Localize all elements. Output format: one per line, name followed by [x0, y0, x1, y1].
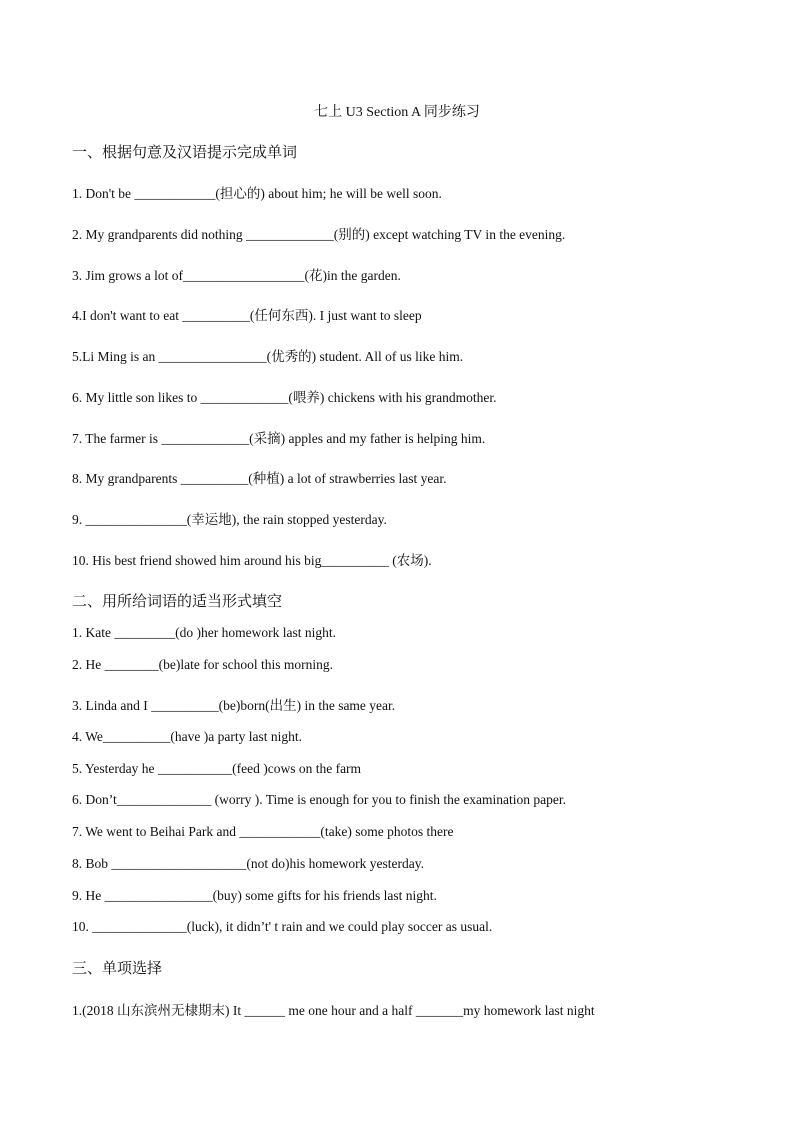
- section-1-item-1: 1. Don't be ____________(担心的) about him; he will be well soon.: [72, 186, 442, 201]
- section-1-item-4: 4.I don't want to eat __________(任何东西). I just want to sleep: [72, 308, 422, 323]
- section-2-item-6: 6. Don’t______________ (worry ). Time is enough for you to finish the examination paper.: [72, 792, 566, 807]
- section-1-item-3: 3. Jim grows a lot of__________________(花)in the garden.: [72, 268, 401, 283]
- section-2-item-3: 3. Linda and I __________(be)born(出生) in the same year.: [72, 698, 396, 713]
- section-2-item-2: 2. He ________(be)late for school this morning.: [72, 657, 333, 672]
- section-1-heading: 一、根据句意及汉语提示完成单词: [72, 143, 298, 161]
- section-2-item-7: 7. We went to Beihai Park and ____________(take) some photos there: [72, 824, 454, 839]
- worksheet-title: 七上 U3 Section A 同步练习: [314, 105, 480, 120]
- section-2-item-10: 10. ______________(luck), it didn’t' t rain and we could play soccer as usual.: [72, 919, 493, 934]
- section-2-item-9: 9. He ________________(buy) some gifts for his friends last night.: [72, 888, 437, 903]
- section-3-heading: 三、单项选择: [72, 959, 163, 977]
- section-2-item-8: 8. Bob ____________________(not do)his homework yesterday.: [72, 856, 424, 871]
- section-1-item-10: 10. His best friend showed him around his big__________ (农场).: [72, 553, 432, 568]
- section-1-item-9: 9. _______________(幸运地), the rain stopped yesterday.: [72, 512, 387, 527]
- section-1-item-5: 5.Li Ming is an ________________(优秀的) student. All of us like him.: [72, 349, 464, 364]
- section-1-item-8: 8. My grandparents __________(种植) a lot of strawberries last year.: [72, 471, 447, 486]
- section-1-item-7: 7. The farmer is _____________(采摘) apples and my father is helping him.: [72, 431, 486, 446]
- section-2-item-4: 4. We__________(have )a party last night.: [72, 729, 302, 744]
- section-1-item-6: 6. My little son likes to _____________(喂养) chickens with his grandmother.: [72, 390, 497, 405]
- section-1-item-2: 2. My grandparents did nothing _____________(别的) except watching TV in the evening.: [72, 227, 566, 242]
- section-2-item-5: 5. Yesterday he ___________(feed )cows on the farm: [72, 761, 362, 776]
- section-2-item-1: 1. Kate _________(do )her homework last night.: [72, 625, 336, 640]
- section-3-item-1: 1.(2018 山东滨州无棣期末) It ______ me one hour and a half _______my homework last night: [72, 1003, 595, 1018]
- section-2-heading: 二、用所给词语的适当形式填空: [72, 592, 283, 610]
